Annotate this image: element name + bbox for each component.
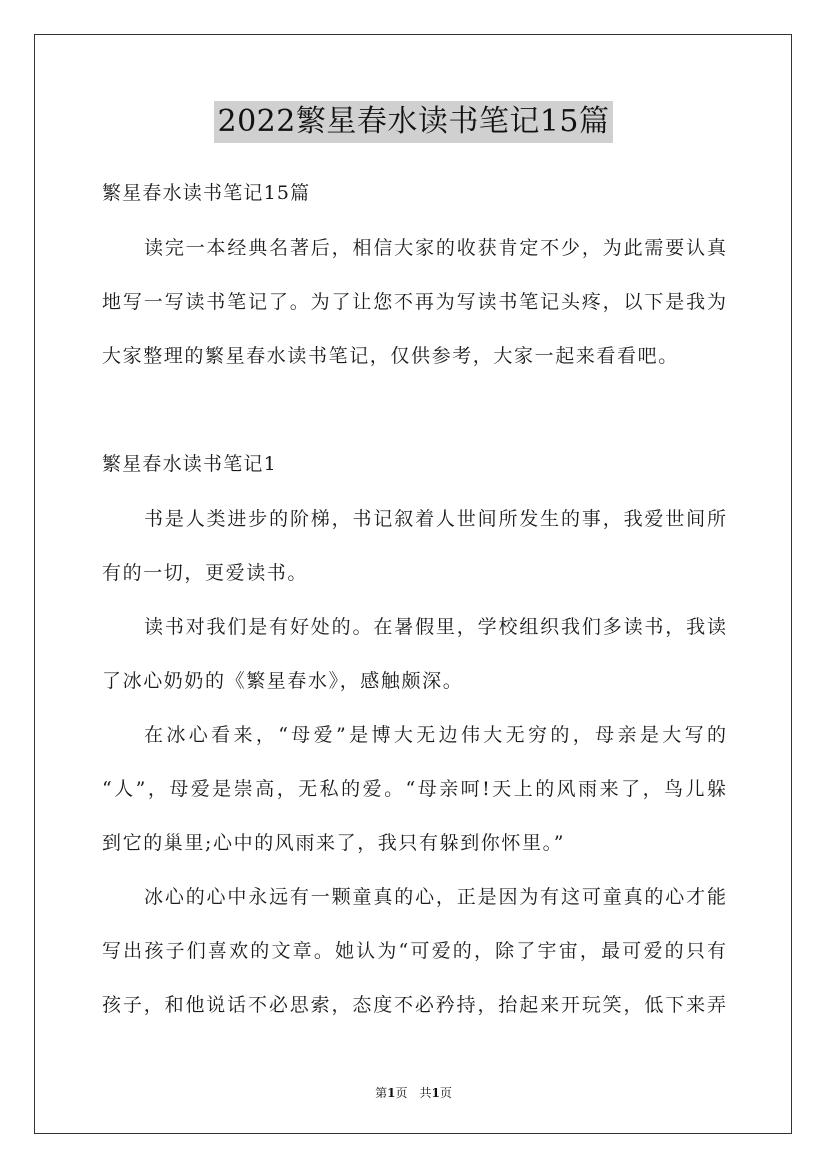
document-title-text: 2022繁星春水读书笔记15篇	[214, 101, 612, 143]
body-line-10: 孩子，和他说话不必思索，态度不必矜持，抬起来开玩笑，低下来弄	[102, 994, 726, 1016]
footer-mid: 页 共	[395, 1086, 432, 1100]
body-line-4: 了冰心奶奶的《繁星春水》，感触颇深。	[102, 670, 464, 692]
body-line-6: “人”，母爱是崇高，无私的爱。“母亲呵!天上的风雨来了，鸟儿躲	[102, 778, 726, 800]
body-line-8: 冰心的心中永远有一颗童真的心，正是因为有这可童真的心才能	[144, 886, 726, 908]
body-line-9: 写出孩子们喜欢的文章。她认为“可爱的，除了宇宙，最可爱的只有	[102, 940, 726, 962]
body-line-5: 在冰心看来，“母爱”是博大无边伟大无穷的，母亲是大写的	[144, 724, 726, 746]
footer-suffix: 页	[439, 1086, 452, 1100]
body-line-7: 到它的巢里;心中的风雨来了，我只有躲到你怀里。”	[102, 832, 566, 854]
body-line-1: 书是人类进步的阶梯，书记叙着人世间所发生的事，我爱世间所	[144, 508, 726, 530]
body-line-3: 读书对我们是有好处的。在暑假里，学校组织我们多读书，我读	[144, 616, 726, 638]
body-line-2: 有的一切，更爱读书。	[102, 562, 309, 584]
document-title	[0, 101, 827, 143]
footer-current-page: 1	[387, 1086, 396, 1100]
intro-line-3: 大家整理的繁星春水读书笔记，仅供参考，大家一起来看看吧。	[102, 345, 679, 367]
section-heading: 繁星春水读书笔记1	[102, 453, 277, 475]
intro-line-1: 读完一本经典名著后，相信大家的收获肯定不少，为此需要认真	[144, 237, 726, 259]
footer-prefix: 第	[375, 1086, 388, 1100]
footer-total-pages: 1	[431, 1086, 440, 1100]
intro-line-2: 地写一写读书笔记了。为了让您不再为写读书笔记头疼，以下是我为	[102, 291, 726, 313]
page-footer	[0, 1085, 827, 1101]
subtitle: 繁星春水读书笔记15篇	[102, 182, 311, 204]
